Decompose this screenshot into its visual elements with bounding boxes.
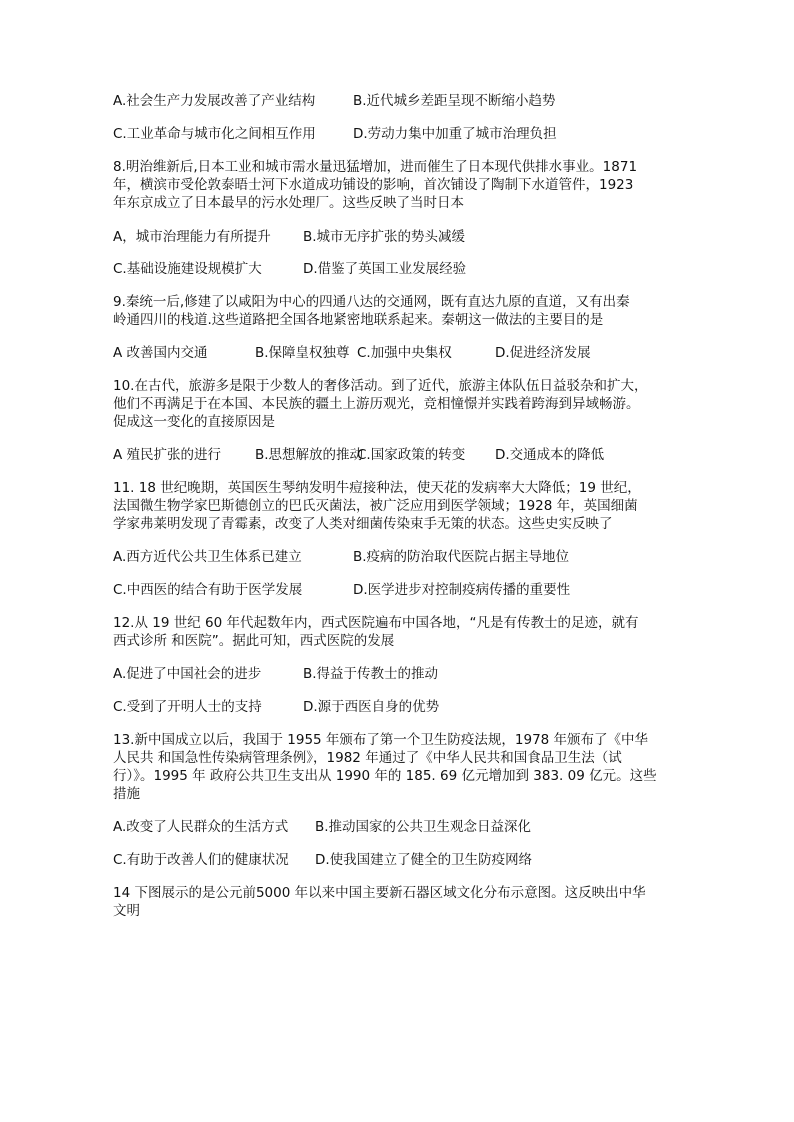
q12-stem-line-1: 12.从 19 世纪 60 年代起数年内，西式医院遍布中国各地，“凡是有传教士的足迹，就有 [113, 615, 639, 631]
q10-stem-line-3: 促成这一变化的直接原因是 [113, 414, 275, 430]
q8-stem-line-1: 8.明治维新后,日本工业和城市需水量迅猛增加，进而催生了日本现代供排水事业。1871 [113, 159, 638, 175]
q7-option-d: D.劳动力集中加重了城市治理负担 [353, 126, 557, 142]
q9-stem-line-2: 岭通四川的栈道.这些道路把全国各地紧密地联系起来。秦朝这一做法的主要目的是 [113, 312, 604, 328]
q8-option-row-1 [113, 228, 713, 246]
q13-option-c: C.有助于改善人们的健康状况 [113, 852, 289, 868]
q9-option-b: B.保障皇权独尊 [255, 345, 350, 361]
q8-stem-line-2: 年，横滨市受伦敦泰晤士河下水道成功铺设的影响，首次铺设了陶制下水道管件，1923 [113, 177, 634, 193]
q11-option-c: C.中西医的结合有助于医学发展 [113, 582, 303, 598]
q13-option-row-1 [113, 818, 713, 836]
q13-stem-line-3: 行）》。1995 年 政府公共卫生支出从 1990 年的 185. 69 亿元增加到 383. 09 亿元。这些 [113, 768, 657, 784]
q11-option-d: D.医学进步对控制疫病传播的重要性 [353, 582, 571, 598]
q14-stem-line-1: 14 下图展示的是公元前5000 年以来中国主要新石器区域文化分布示意图。这反映出中华 [113, 885, 646, 901]
q8-stem-line-3: 年东京成立了日本最早的污水处理厂。这些反映了当时日本 [113, 195, 464, 211]
q11-option-b: B.疫病的防治取代医院占据主导地位 [353, 549, 570, 565]
q7-option-row-2 [113, 125, 713, 143]
q8-option-row-2 [113, 260, 713, 278]
q10-stem-line-2: 他们不再满足于在本国、本民族的疆土上游历观光，竞相憧憬并实践着跨海到异域畅游。 [113, 396, 640, 412]
q13-option-a: A.改变了人民群众的生活方式 [113, 819, 289, 835]
q8-option-a: A，城市治理能力有所提升 [113, 229, 271, 245]
q7-option-c: C.工业革命与城市化之间相互作用 [113, 126, 316, 142]
q10-option-a: A 殖民扩张的进行 [113, 447, 222, 463]
q7-option-row-1 [113, 92, 713, 110]
q9-stem-line-1: 9.秦统一后,修建了以咸阳为中心的四通八达的交通网，既有直达九原的直道，又有出秦 [113, 294, 630, 310]
q9-option-a: A 改善国内交通 [113, 345, 208, 361]
q13-option-d: D.使我国建立了健全的卫生防疫网络 [315, 852, 533, 868]
q13-stem-line-4: 措施 [113, 786, 140, 802]
q12-option-row-1 [113, 665, 713, 683]
q8-option-d: D.借鉴了英国工业发展经验 [303, 261, 467, 277]
q12-option-a: A.促进了中国社会的进步 [113, 666, 262, 682]
q10-option-row [113, 446, 713, 464]
q9-option-d: D.促进经济发展 [495, 345, 591, 361]
q12-option-d: D.源于西医自身的优势 [303, 699, 440, 715]
q11-stem-line-3: 学家弗莱明发现了青霉素，改变了人类对细菌传染束手无策的状态。这些史实反映了 [113, 516, 613, 532]
q11-option-a: A.西方近代公共卫生体系已建立 [113, 549, 302, 565]
q10-option-b: B.思想解放的推动 [255, 447, 364, 463]
q10-option-c: C.国家政策的转变 [357, 447, 466, 463]
q11-option-row-2 [113, 581, 713, 599]
q11-stem-line-2: 法国微生物学家巴斯德创立的巴氏灭菌法，被广泛应用到医学领域；1928 年，英国细菌 [113, 498, 638, 514]
q11-option-row-1 [113, 548, 713, 566]
q10-stem-line-1: 10.在古代，旅游多是限于少数人的奢侈活动。到了近代，旅游主体队伍日益驳杂和扩大， [113, 378, 648, 394]
q8-option-b: B.城市无序扩张的势头减缓 [303, 229, 466, 245]
q13-stem-line-1: 13.新中国成立以后，我国于 1955 年颁布了第一个卫生防疫法规，1978 年颁布了《中华 [113, 732, 649, 748]
q11-stem-line-1: 11. 18 世纪晚期，英国医生琴纳发明牛痘接种法，使天花的发病率大大降低；19 世纪， [113, 480, 641, 496]
q14-stem-line-2: 文明 [113, 903, 140, 919]
q7-option-a: A.社会生产力发展改善了产业结构 [113, 93, 316, 109]
q9-option-c: C.加强中央集权 [357, 345, 452, 361]
q12-stem-line-2: 西式诊所 和医院”。据此可知，西式医院的发展 [113, 633, 395, 649]
q13-option-b: B.推动国家的公共卫生观念日益深化 [315, 819, 532, 835]
q12-option-c: C.受到了开明人士的支持 [113, 699, 262, 715]
q13-stem-line-2: 人民共 和国急性传染病管理条例》，1982 年通过了《中华人民共和国食品卫生法（试 [113, 750, 622, 766]
q8-option-c: C.基础设施建设规模扩大 [113, 261, 262, 277]
q12-option-b: B.得益于传教士的推动 [303, 666, 439, 682]
q12-option-row-2 [113, 698, 713, 716]
q13-option-row-2 [113, 851, 713, 869]
q7-option-b: B.近代城乡差距呈现不断缩小趋势 [353, 93, 556, 109]
q10-option-d: D.交通成本的降低 [495, 447, 605, 463]
q9-option-row [113, 344, 713, 362]
